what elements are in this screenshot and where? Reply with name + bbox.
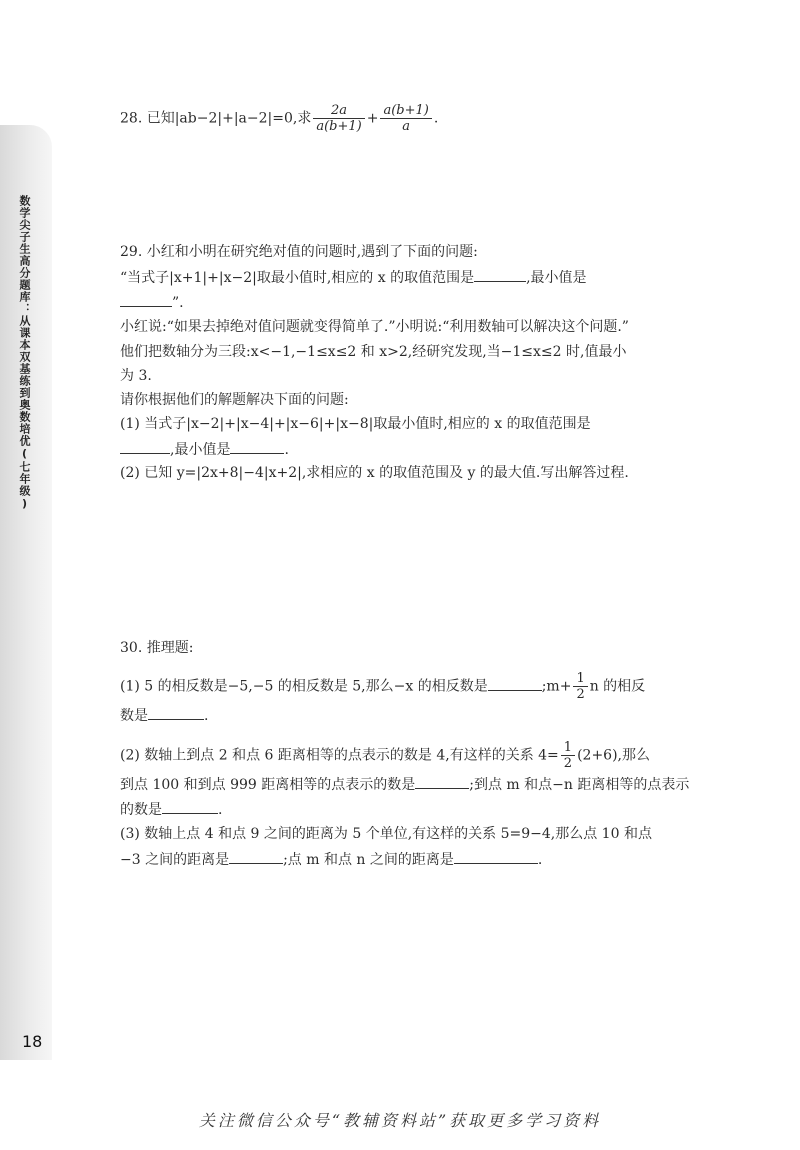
q29-line-8: (1) 当式子|x−2|+|x−4|+|x−6|+|x−8|取最小值时,相应的 x 的取值范围是 — [120, 416, 591, 432]
q30-line-5 — [120, 774, 720, 795]
q30-line-5b: ;到点 m 和点−n 距离相等的点表示 — [469, 777, 690, 793]
q30-f-denominator: 2 — [576, 687, 585, 702]
q30-fraction-half — [573, 671, 587, 702]
q29-line-9-text: ,最小值是 — [170, 442, 231, 458]
q30-line-6b: . — [218, 802, 223, 818]
q29-line-1: 29. 小红和小明在研究绝对值的问题时,遇到了下面的问题: — [120, 244, 478, 260]
q30-line-2b: ;m+ — [541, 678, 572, 695]
q30-line-6a: 的数是 — [120, 802, 162, 818]
q29-blank-range[interactable] — [474, 267, 526, 282]
q28-f2-numerator: a(b+1) — [380, 103, 431, 119]
q30-2-blank-b[interactable] — [162, 799, 218, 814]
q30-line-4a: (2) 数轴上到点 2 和点 6 距离相等的点表示的数是 4,有这样的关系 4= — [120, 747, 559, 764]
q29-1-blank-min[interactable] — [230, 439, 284, 454]
q30-f2-denominator: 2 — [563, 756, 573, 771]
q29-line-3-text: ”. — [172, 295, 184, 311]
q28-f1-denominator: a(b+1) — [316, 119, 362, 134]
q30-line-3b: . — [204, 708, 209, 724]
q29-line-2b: ,最小值是 — [526, 270, 587, 286]
q30-line-8a: −3 之间的距离是 — [120, 852, 230, 868]
q30-line-4b: (2+6),那么 — [577, 747, 650, 764]
q30-line-2 — [120, 671, 720, 702]
q29-1-blank-range[interactable] — [120, 439, 170, 454]
q30-f2-numerator: 1 — [561, 740, 575, 756]
q30-line-4 — [120, 740, 720, 771]
q28-f1-numerator: 2a — [313, 103, 364, 119]
page-number: 18 — [22, 1032, 43, 1051]
q30-line-8b: ;点 m 和点 n 之间的距离是 — [283, 852, 454, 868]
q30-line-8c: . — [537, 852, 543, 868]
q29-line-3 — [120, 292, 720, 313]
q30-f-numerator: 1 — [573, 671, 587, 687]
q28-period: . — [433, 110, 439, 127]
q30-line-1: 30. 推理题: — [120, 640, 194, 656]
q30-line-8 — [120, 849, 720, 870]
q30-line-5a: 到点 100 和到点 999 距离相等的点表示的数是 — [120, 777, 416, 793]
q28-fraction-2 — [380, 103, 431, 134]
q29-line-2 — [120, 267, 720, 288]
q29-line-7: 请你根据他们的解题解决下面的问题: — [120, 392, 349, 408]
q29-line-2a: “当式子|x+1|+|x−2|取最小值时,相应的 x 的取值范围是 — [120, 270, 475, 286]
q28-f2-denominator: a — [402, 119, 411, 134]
q28-plus: + — [366, 110, 379, 127]
book-title-vertical: 数学尖子生高分题库：从课本双基练到奥数培优(七年级) — [18, 195, 31, 511]
footer-note: 关注微信公众号“教辅资料站”获取更多学习资料 — [198, 1111, 602, 1130]
q30-2-blank-a[interactable] — [415, 774, 469, 789]
q29-line-9 — [120, 439, 720, 460]
q30-line-2c: n 的相反 — [589, 678, 646, 695]
q30-fraction-half-2 — [561, 740, 575, 771]
question-28 — [120, 103, 720, 134]
q29-line-6: 为 3. — [120, 368, 152, 384]
q30-line-3a: 数是 — [120, 708, 148, 724]
q28-text: 28. 已知|ab−2|+|a−2|=0,求 — [120, 110, 312, 127]
q29-line-4: 小红说:“如果去掉绝对值问题就变得简单了.”小明说:“利用数轴可以解决这个问题.” — [120, 319, 629, 335]
q29-line-5: 他们把数轴分为三段:x<−1,−1≤x≤2 和 x>2,经研究发现,当−1≤x≤2 时,值最小 — [120, 344, 627, 360]
q30-line-3 — [120, 705, 720, 726]
q30-3-blank-b[interactable] — [454, 849, 538, 864]
q29-line-9-period: . — [284, 442, 289, 458]
q30-1-blank-a[interactable] — [488, 676, 542, 691]
q28-fraction-1 — [313, 103, 364, 134]
q30-line-7: (3) 数轴上点 4 和点 9 之间的距离为 5 个单位,有这样的关系 5=9−4,那么点 10 和点 — [120, 826, 652, 842]
q30-3-blank-a[interactable] — [229, 849, 283, 864]
q29-line-10: (2) 已知 y=|2x+8|−4|x+2|,求相应的 x 的取值范围及 y 的最大值.写出解答过程. — [120, 465, 629, 481]
q30-line-6 — [120, 799, 720, 820]
q30-line-2a: (1) 5 的相反数是−5,−5 的相反数是 5,那么−x 的相反数是 — [120, 678, 488, 695]
q30-1-blank-b[interactable] — [148, 705, 204, 720]
q29-blank-min[interactable] — [120, 292, 172, 307]
